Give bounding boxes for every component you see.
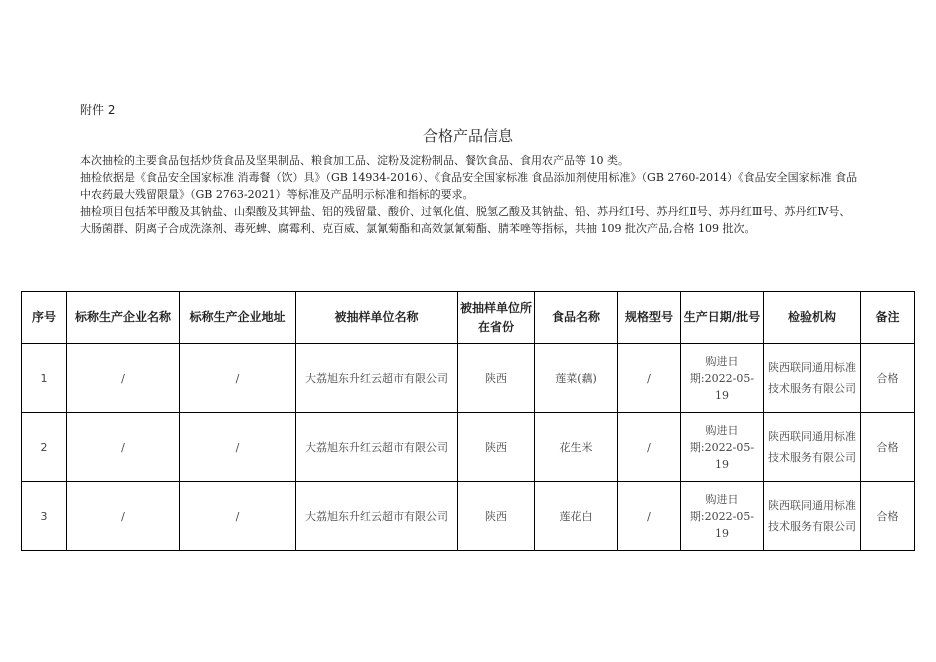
cell-food: 莲花白 — [535, 482, 618, 551]
header-date: 生产日期/批号 — [681, 292, 764, 344]
cell-spec: / — [618, 344, 681, 413]
header-address: 标称生产企业地址 — [180, 292, 296, 344]
header-no: 序号 — [22, 292, 67, 344]
cell-no: 1 — [22, 344, 67, 413]
cell-spec: / — [618, 413, 681, 482]
table-row — [22, 482, 915, 551]
cell-address: / — [180, 413, 296, 482]
cell-food: 莲菜(藕) — [535, 344, 618, 413]
cell-address: / — [180, 482, 296, 551]
cell-maker: / — [67, 413, 180, 482]
cell-date: 购进日期:2022-05-19 — [681, 344, 764, 413]
header-sampled-unit: 被抽样单位名称 — [296, 292, 458, 344]
cell-address: / — [180, 344, 296, 413]
cell-food: 花生米 — [535, 413, 618, 482]
intro-paragraph-items: 抽检项目包括苯甲酸及其钠盐、山梨酸及其钾盐、铝的残留量、酸价、过氧化值、脱氢乙酸及其钠盐、铅、苏丹红Ⅰ号、苏丹红Ⅱ号、苏丹红Ⅲ号、苏丹红Ⅳ号、大肠菌群、阴离子合成洗涤剂、毒死蜱、腐霉利、克百威、氯氰菊酯和高效氯氰菊酯、腈苯唑等指标，共抽 109 批次产品,合格 109 批次。 — [80, 205, 851, 235]
cell-lab: 陕西联同通用标准技术服务有限公司 — [764, 344, 861, 413]
cell-province: 陕西 — [458, 482, 535, 551]
header-remark: 备注 — [861, 292, 915, 344]
table-row — [22, 413, 915, 482]
intro-paragraph-scope: 本次抽检的主要食品包括炒货食品及坚果制品、粮食加工品、淀粉及淀粉制品、餐饮食品、食用农产品等 10 类。 — [80, 154, 629, 167]
cell-lab: 陕西联同通用标准技术服务有限公司 — [764, 413, 861, 482]
intro-text — [80, 152, 858, 237]
header-maker: 标称生产企业名称 — [67, 292, 180, 344]
cell-sampled-unit: 大荔旭东升红云超市有限公司 — [296, 413, 458, 482]
header-province: 被抽样单位所在省份 — [458, 292, 535, 344]
cell-maker: / — [67, 344, 180, 413]
header-spec: 规格型号 — [618, 292, 681, 344]
cell-no: 3 — [22, 482, 67, 551]
products-table — [21, 291, 915, 551]
cell-sampled-unit: 大荔旭东升红云超市有限公司 — [296, 344, 458, 413]
cell-sampled-unit: 大荔旭东升红云超市有限公司 — [296, 482, 458, 551]
cell-maker: / — [67, 482, 180, 551]
table-row — [22, 344, 915, 413]
cell-remark: 合格 — [861, 344, 915, 413]
cell-province: 陕西 — [458, 344, 535, 413]
header-lab: 检验机构 — [764, 292, 861, 344]
table-header-row — [22, 292, 915, 344]
cell-remark: 合格 — [861, 482, 915, 551]
cell-no: 2 — [22, 413, 67, 482]
page-title: 合格产品信息 — [422, 127, 513, 145]
attachment-label: 附件 2 — [80, 103, 116, 117]
cell-date: 购进日期:2022-05-19 — [681, 482, 764, 551]
cell-lab: 陕西联同通用标准技术服务有限公司 — [764, 482, 861, 551]
intro-paragraph-basis: 抽检依据是《食品安全国家标准 消毒餐（饮）具》（GB 14934-2016）、《食品安全国家标准 食品添加剂使用标准》（GB 2760-2014）《食品安全国家标准 食品中农药最大残留限量》（GB 2763-2021）等标准及产品明示标准和指标的要求。 — [80, 171, 858, 201]
cell-province: 陕西 — [458, 413, 535, 482]
header-food: 食品名称 — [535, 292, 618, 344]
cell-date: 购进日期:2022-05-19 — [681, 413, 764, 482]
cell-spec: / — [618, 482, 681, 551]
cell-remark: 合格 — [861, 413, 915, 482]
